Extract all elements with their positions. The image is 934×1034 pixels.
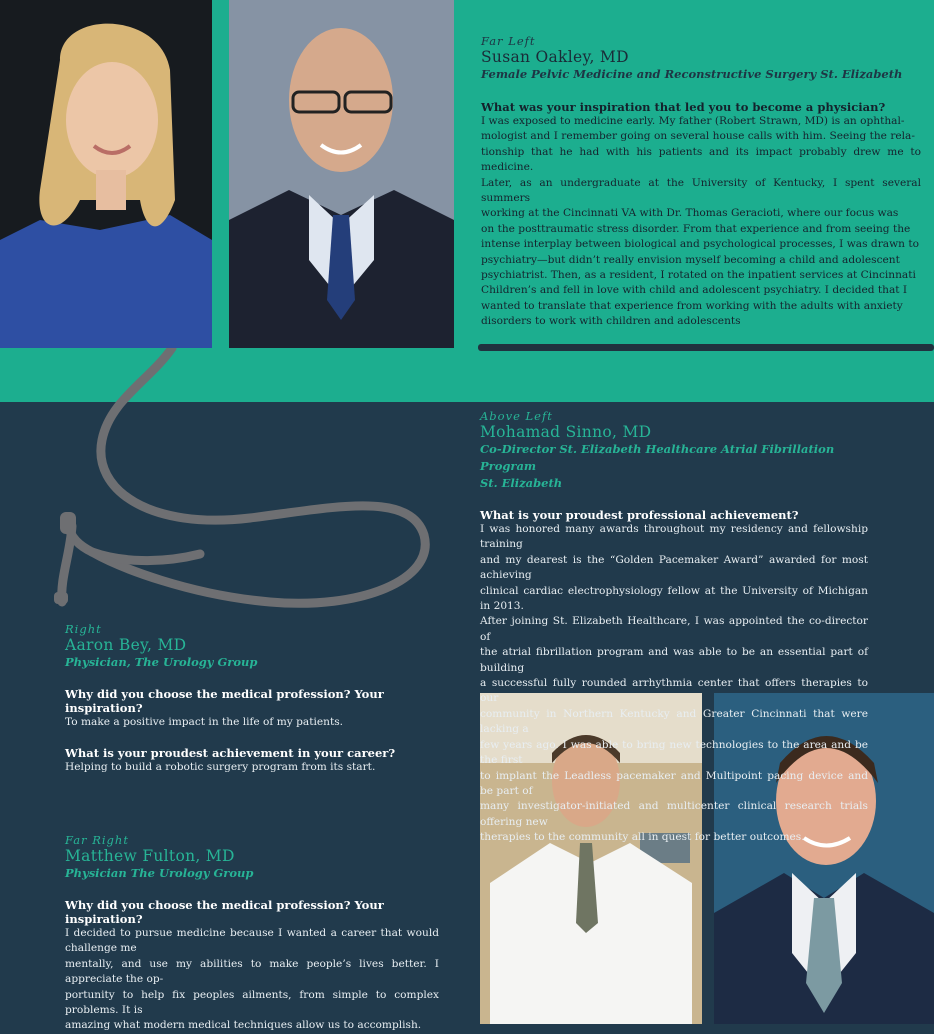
- aaron-bey-profile: [65, 622, 425, 776]
- interview-answer: I was exposed to medicine early. My father (Robert Strawn, MD) is an ophthal- mologist and I remember going on several house calls with him. Seeing the rela- tionship that he had with his patients and its impact probably drew me to medicine. Later, as an undergraduate at the University of Kentucky, I spent several summers working at the Cincinnati VA with Dr. Thomas Geracioti, where our focus was on the posttraumatic stress disorder. From that experience and from seeing the intense interplay between biological and psychological processes, I was drawn to psychiatry—but didn’t really envision myself becoming a child and adolescent psychiatrist. Then, as a resident, I rotated on the inpatient services at Cincinnati Children’s and fell in love with child and adolescent psychiatry. I decided that I wanted to translate that experience from working with the adults with anxiety disorders to work with children and adolescents: [481, 115, 921, 328]
- interview-answer-2: Helping to build a robotic surgery program from its start.: [65, 761, 376, 774]
- interview-answer-1: To make a positive impact in the life of my patients.: [65, 716, 344, 728]
- interview-question: What was your inspiration that led you to become a physician?: [481, 100, 886, 114]
- doctor-title: Female Pelvic Medicine and Reconstructive Surgery St. Elizabeth: [481, 67, 903, 81]
- susan-oakley-profile: [481, 34, 921, 330]
- doctor-name: Matthew Fulton, MD: [65, 847, 235, 865]
- doctor-name: Susan Oakley, MD: [481, 48, 629, 66]
- position-label: Right: [65, 622, 102, 636]
- interview-question-2: What is your proudest achievement in your career?: [65, 746, 396, 761]
- mohamad-sinno-profile: [480, 409, 868, 846]
- interview-answer: I was honored many awards throughout my residency and fellowship training and my dearest is the “Golden Pacemaker Award” awarded for most achieving clinical cardiac electrophysiology fellow at the University of Michigan in 2013. After joining St. Elizabeth Healthcare, I was appointed the co-director of the atrial fibrillation program and was able to be an essential part of building a successful fully rounded arrhythmia center that offers therapies to our community in Northern Kentucky and Greater Cincinnati that were lacking a few years ago. I was able to bring new technologies to the area and be the first to implant the Leadless pacemaker and Multipoint pacing device and be part of many investigator-initiated and multicenter clinical research trials offering new therapies to the community all in quest for better outcomes.: [480, 523, 868, 844]
- mohamad-sinno-photo: [229, 0, 454, 348]
- doctor-title: Physician, The Urology Group: [65, 655, 258, 669]
- interview-answer: I decided to pursue medicine because I wanted a career that would challenge me mentally, and use my abilities to make people’s lives better. I appreciate the op- portunity to help fix peoples ailments, from simple to complex problems. It is amazing what modern medical techniques allow us to accomplish.: [65, 927, 439, 1032]
- divider-bar: [478, 344, 934, 351]
- susan-oakley-photo: [0, 0, 212, 348]
- matthew-fulton-profile: [65, 833, 439, 1034]
- position-label: Above Left: [480, 409, 553, 423]
- position-label: Far Left: [481, 34, 536, 48]
- doctor-title-line2: St. Elizabeth: [480, 476, 563, 490]
- doctor-title: Physician The Urology Group: [65, 866, 254, 880]
- doctor-name: Aaron Bey, MD: [65, 636, 187, 654]
- doctor-name: Mohamad Sinno, MD: [480, 423, 652, 441]
- position-label: Far Right: [65, 833, 129, 847]
- stethoscope-illustration: [0, 340, 440, 620]
- interview-question: Why did you choose the medical profession? Your inspiration?: [65, 898, 384, 926]
- interview-question-1: Why did you choose the medical profession? Your inspiration?: [65, 687, 384, 715]
- interview-question: What is your proudest professional achievement?: [480, 508, 799, 522]
- doctor-title-line1: Co-Director St. Elizabeth Healthcare Atrial Fibrillation Program: [480, 442, 835, 473]
